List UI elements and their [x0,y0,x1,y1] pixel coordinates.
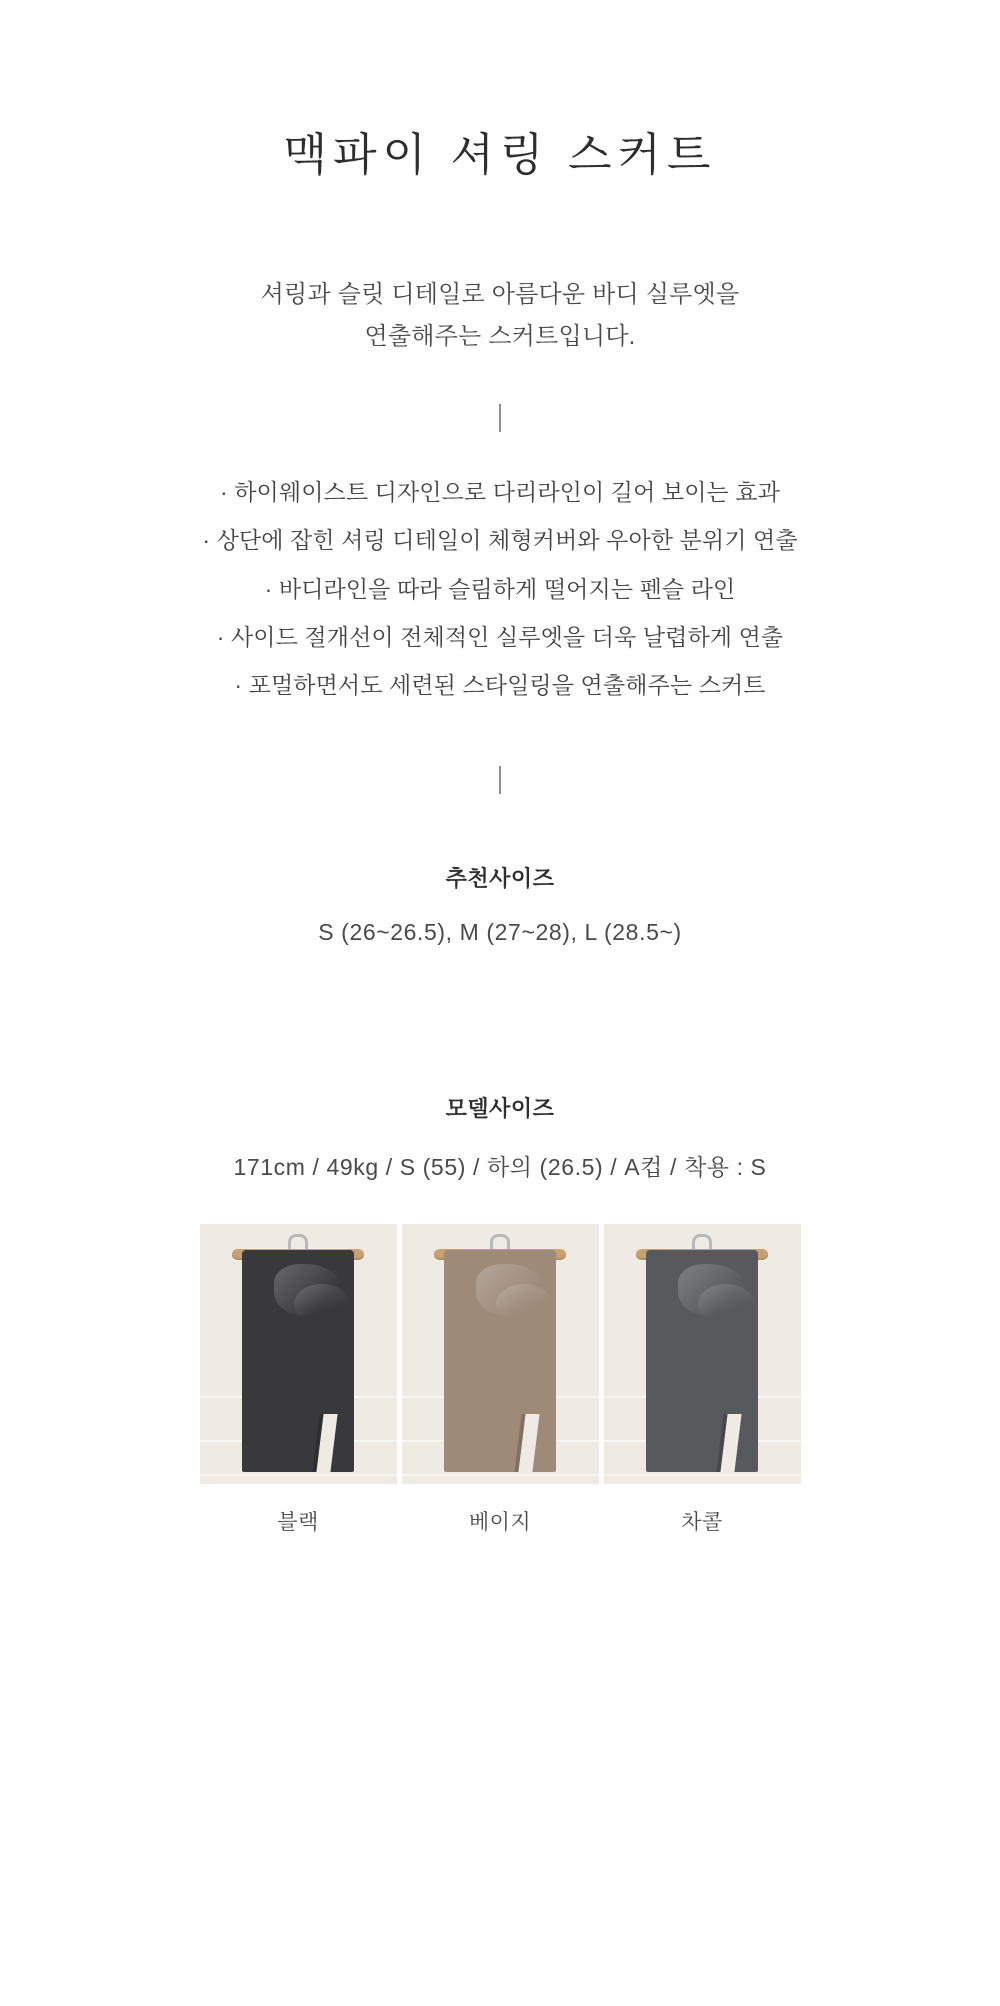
product-photo-black [200,1224,397,1484]
skirt-shirring-fold [294,1284,350,1324]
color-option-beige[interactable] [402,1224,599,1536]
color-option-charcoal[interactable] [604,1224,801,1536]
wall-line [604,1474,801,1476]
skirt-shirring-fold [698,1284,754,1324]
skirt-shirring-fold [496,1284,552,1324]
feature-item: · 하이웨이스트 디자인으로 다리라인이 길어 보이는 효과 [219,479,780,506]
divider-bottom [499,766,501,794]
color-label: 베이지 [468,1510,532,1534]
color-label: 블랙 [277,1510,319,1534]
recommended-size-value: S (26~26.5), M (27~28), L (28.5~) [318,918,682,945]
skirt-illustration [646,1250,758,1472]
intro-line-1: 셔링과 슬릿 디테일로 아름다운 바디 실루엣을 [260,281,740,309]
recommended-size-block [0,862,1000,946]
intro-line-2: 연출해주는 스커트입니다. [364,323,636,351]
product-photo-beige [402,1224,599,1484]
color-swatch-list [200,1224,801,1536]
intro-text [261,274,740,358]
skirt-illustration [444,1250,556,1472]
color-option-black[interactable] [200,1224,397,1536]
feature-item: · 바디라인을 따라 슬림하게 떨어지는 펜슬 라인 [264,575,736,602]
skirt-illustration [242,1250,354,1472]
color-label: 차콜 [681,1510,723,1534]
feature-item: · 상단에 잡힌 셔링 디테일이 체형커버와 우아한 분위기 연출 [202,527,798,554]
wall-line [200,1474,397,1476]
product-photo-charcoal [604,1224,801,1484]
feature-list [202,468,797,709]
divider-top [499,404,501,432]
recommended-size-heading: 추천사이즈 [445,865,555,891]
feature-item: · 포멀하면서도 세련된 스타일링을 연출해주는 스커트 [234,672,766,699]
model-size-value: 171cm / 49kg / S (55) / 하의 (26.5) / A컵 / 착용 : S [233,1153,767,1180]
feature-item: · 사이드 절개선이 전체적인 실루엣을 더욱 날렵하게 연출 [216,624,784,651]
wall-line [402,1474,599,1476]
model-size-block [0,1092,1000,1182]
model-size-heading: 모델사이즈 [445,1095,555,1121]
page-title: 맥파이 셔링 스커트 [283,129,717,180]
